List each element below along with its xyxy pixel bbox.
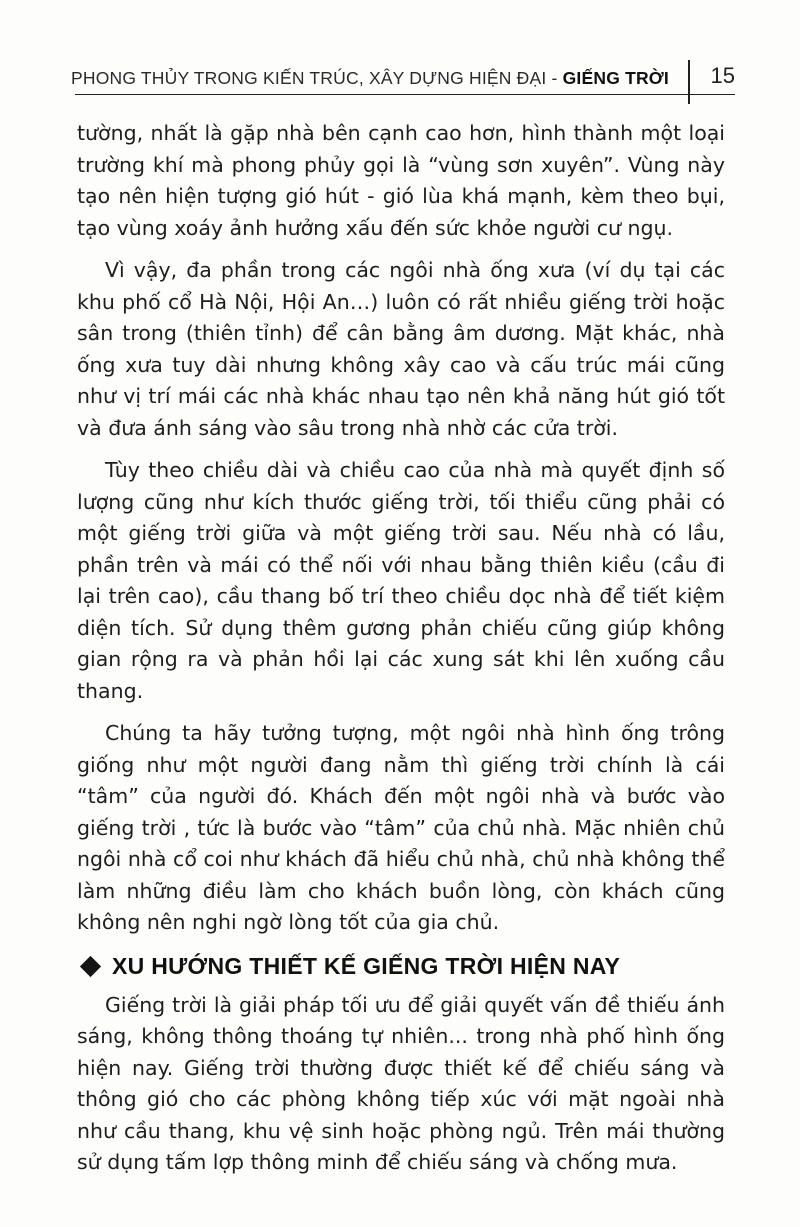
body-text xyxy=(77,118,725,1190)
section-paragraph: Giếng trời là giải pháp tối ưu để giải quyết vấn đề thiếu ánh sáng, không thông thoáng tự nhiên... trong nhà phố hình ống hiện nay. Giếng trời thường được thiết kế để chiếu sáng và thông gió cho các phòng không tiếp xúc với mặt ngoài nhà như cầu thang, khu vệ sinh hoặc phòng ngủ. Trên mái thường sử dụng tấm lợp thông minh để chiếu sáng và chống mưa. xyxy=(77,992,725,1174)
header-vertical-rule xyxy=(688,60,690,104)
paragraph-4: Chúng ta hãy tưởng tượng, một ngôi nhà hình ống trông giống như một người đang nằm thì giếng trời chính là cái “tâm” của người đó. Khách đến một ngôi nhà và bước vào giếng trời , tức là bước vào “tâm” của chủ nhà. Mặc nhiên chủ ngôi nhà cổ coi như khách đã hiểu chủ nhà, chủ nhà không thể làm những điều làm cho khách buồn lòng, còn khách cũng không nên nghi ngờ lòng tốt của gia chủ. xyxy=(77,721,725,934)
section-title: XU HƯỚNG THIẾT KẾ GIẾNG TRỜI HIỆN NAY xyxy=(112,952,621,979)
running-title-text: PHONG THỦY TRONG KIẾN TRÚC, XÂY DỰNG HIỆN ĐẠI - xyxy=(70,68,563,88)
running-title xyxy=(71,68,669,89)
page-number: 15 xyxy=(710,63,735,88)
paragraph-2: Vì vậy, đa phần trong các ngôi nhà ống xưa (ví dụ tại các khu phố cổ Hà Nội, Hội An…) luôn có rất nhiều giếng trời hoặc sân trong (thiên tỉnh) để cân bằng âm dương. Mặt khác, nhà ống xưa tuy dài nhưng không xây cao và cấu trúc mái cũng như vị trí mái các nhà khác nhau tạo nên khả năng hút gió tốt và đưa ánh sáng vào sâu trong nhà nhờ các cửa trời. xyxy=(77,258,725,440)
paragraph-1: tường, nhất là gặp nhà bên cạnh cao hơn, hình thành một loại trường khí mà phong phủy gọi là “vùng sơn xuyên”. Vùng này tạo nên hiện tượng gió hút - gió lùa khá mạnh, kèm theo bụi, tạo vùng xoáy ảnh hưởng xấu đến sức khỏe người cư ngụ. xyxy=(77,121,725,240)
diamond-bullet-icon xyxy=(80,955,101,976)
running-title-bold: GIẾNG TRỜI xyxy=(562,68,669,88)
running-header xyxy=(70,60,735,95)
paragraph-3: Tùy theo chiều dài và chiều cao của nhà mà quyết định số lượng cũng như kích thước giếng trời, tối thiểu cũng phải có một giếng trời giữa và một giếng trời sau. Nếu nhà có lầu, phần trên và mái có thể nối với nhau bằng thiên kiều (cầu đi lại trên cao), cầu thang bố trí theo chiều dọc nhà để tiết kiệm diện tích. Sử dụng thêm gương phản chiếu cũng giúp không gian rộng ra và phản hồi lại các xung sát khi lên xuống cầu thang. xyxy=(77,458,725,703)
section-heading xyxy=(77,953,725,980)
